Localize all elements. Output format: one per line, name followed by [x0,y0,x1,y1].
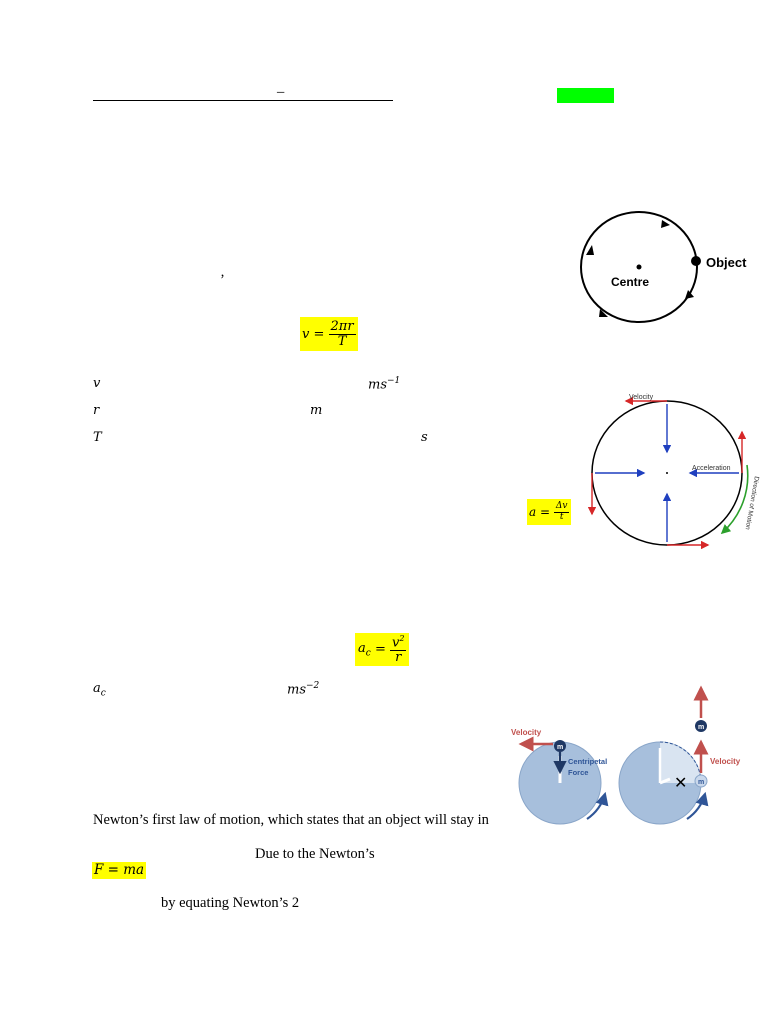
left-velocity-label: Velocity [511,728,542,737]
unit-T: s [421,430,428,445]
object-dot [691,256,701,266]
unit-r: m [310,403,323,418]
centripetal-lhs-base: a [358,640,366,656]
orbit-arrow-right [685,290,694,299]
newton-first-law-line: Newton’s first law of motion, which states that an object will stay in [93,812,489,828]
acceleration-equation [527,499,571,525]
centripetal-force-diagram [505,684,750,832]
centripetal-num-base: v [392,635,400,651]
force-equation: F = ma [94,862,145,878]
orbit-arrow-left [586,245,594,255]
green-highlight-box [557,88,614,103]
escaped-mass-label: m [698,724,705,731]
right-mass-faded-label: m [698,779,705,786]
acceleration-equation-numerator: Δv [555,501,568,512]
centripetal-numerator [390,635,406,651]
centripetal-denominator: r [395,649,402,665]
equating-newton-line: by equating Newton’s 2 [161,895,300,911]
centripetal-equation [355,633,409,666]
symbol-ac [93,681,106,699]
unit-ac-base: ms [287,682,306,698]
circular-motion-diagram [570,205,760,330]
left-mass-label: m [557,744,564,751]
unit-v-base: ms [368,377,387,393]
unit-v-exponent: −1 [387,376,401,386]
object-label: Object [706,255,747,270]
velocity-acceleration-diagram [580,390,768,560]
symbol-ac-sub: c [100,688,106,699]
centripetal-equation-fraction [390,635,406,665]
velocity-equation [300,317,358,351]
velocity-equation-lhs: v = [302,326,325,342]
centripetal-equation-lhs [358,641,371,659]
stray-apostrophe: ’ [220,272,225,288]
velocity-equation-numerator: 2πr [330,318,354,334]
symbol-v: v [93,376,101,391]
centripetal-lhs-sub: c [365,648,371,659]
velocity-label: Velocity [629,394,654,401]
due-to-newton-line: Due to the Newton’s [255,846,375,862]
centripetal-equals: = [374,642,386,657]
right-velocity-label: Velocity [710,757,741,766]
unit-v [368,376,400,392]
acceleration-equation-fraction [554,502,570,522]
symbol-ac-base: a [93,681,101,696]
unit-ac-exponent: −2 [306,681,320,691]
acceleration-label: Acceleration [692,465,731,472]
centre-point [666,472,668,474]
centripetal-label-line2: Force [568,768,589,777]
centripetal-label-line1: Centripetal [568,757,608,766]
cross-mark: ✕ [674,775,688,792]
velocity-equation-denominator: T [337,333,347,349]
acceleration-equation-denominator: t [559,511,564,522]
direction-label: Direction of Motion [743,475,760,531]
direction-of-motion-arc [722,465,748,533]
velocity-equation-fraction [329,320,356,348]
header-rule [93,100,393,101]
symbol-r: r [93,403,100,418]
acceleration-equation-lhs: a = [529,505,551,519]
centre-label: Centre [611,275,650,289]
orbit-arrow-top [661,220,670,228]
symbol-T: T [93,430,102,445]
centre-dot [637,265,642,270]
header-mark: – [277,84,285,100]
centripetal-num-exp: 2 [399,633,405,643]
unit-ac [287,681,319,697]
